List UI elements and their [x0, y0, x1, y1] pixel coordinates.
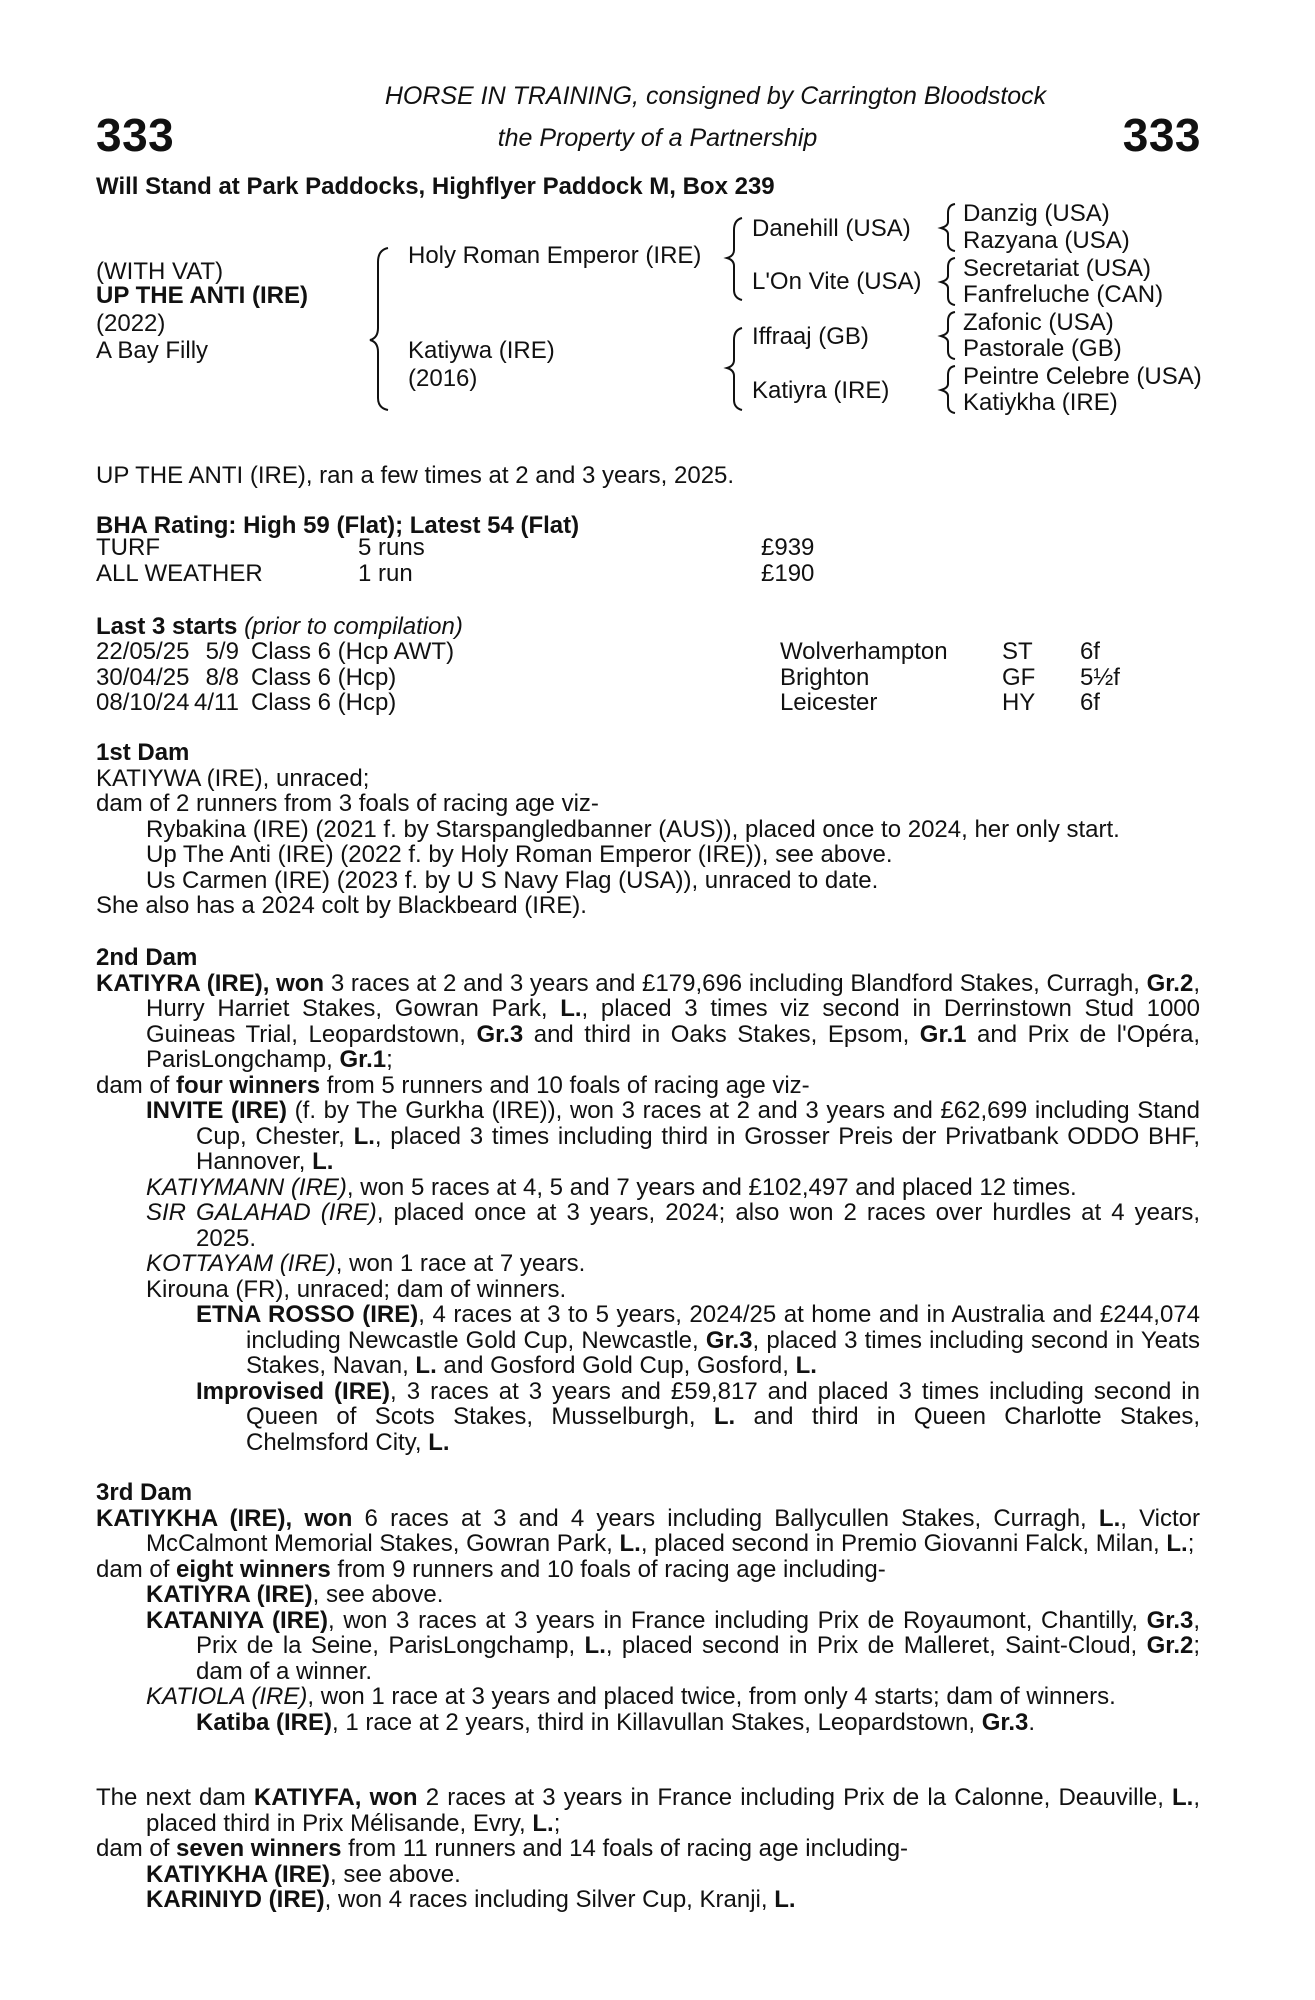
- produce-line: Us Carmen (IRE) (2023 f. by U S Navy Flag (USA)), unraced to date.: [146, 866, 879, 894]
- won-label: won: [276, 969, 325, 997]
- record-text: The next dam: [96, 1784, 246, 1811]
- horse-name: KATIYKHA (IRE): [96, 1504, 286, 1532]
- pedigree-dam: Katiywa (IRE): [408, 337, 555, 364]
- record-text: and Gosford Gold Cup, Gosford,: [443, 1352, 789, 1379]
- grade-label: L.: [1098, 1504, 1121, 1532]
- start-position: 4/11: [194, 689, 239, 716]
- rating-row: [96, 535, 814, 561]
- grade-label: L.: [584, 1632, 606, 1659]
- start-row: [96, 639, 1120, 665]
- bracket-sd: [941, 258, 955, 305]
- grade-label: Gr.3: [705, 1326, 753, 1354]
- horse-year: (2022): [96, 310, 166, 337]
- produce-line: [96, 1684, 1200, 1710]
- pedigree-dds: Peintre Celebre (USA): [963, 363, 1202, 390]
- produce-line: [96, 1200, 1200, 1251]
- horse-name: KARINIYD (IRE): [146, 1886, 325, 1913]
- last-starts-title: Last 3 starts: [96, 613, 238, 640]
- stand-location: Will Stand at Park Paddocks, Highflyer Paddock M, Box 239: [96, 173, 775, 200]
- first-dam-line: She also has a 2024 colt by Blackbeard (IRE).: [96, 892, 587, 919]
- bha-rating: BHA Rating: High 59 (Flat); Latest 54 (Flat): [96, 512, 580, 539]
- grade-label: L.: [619, 1530, 641, 1557]
- record-text: , won 3 races at 3 years in France including Prix de Royaumont, Chantilly,: [328, 1606, 1138, 1634]
- grade-label: Gr.2: [1146, 969, 1194, 997]
- start-going: GF: [1001, 663, 1036, 691]
- produce-line: [96, 1251, 1200, 1277]
- start-race: Class 6 (Hcp): [250, 663, 397, 691]
- record-text: ; dam of a winner.: [196, 1632, 1201, 1685]
- record-text: , Victor McCalmont Memorial Stakes, Gowran Park,: [146, 1504, 1201, 1557]
- start-row: [96, 690, 1120, 716]
- horse-name: Improvised (IRE): [196, 1377, 391, 1405]
- second-dam-heading: 2nd Dam: [96, 944, 198, 971]
- record-text: dam of: [96, 1555, 170, 1583]
- last-starts-table: [96, 639, 1120, 716]
- record-text: , placed second in Prix de Malleret, Saint-Cloud,: [605, 1632, 1138, 1659]
- grade-label: L.: [1166, 1530, 1188, 1557]
- record-text: 2 races at 3 years in France including Prix de la Calonne, Deauville,: [425, 1784, 1164, 1811]
- pedigree-sire: Holy Roman Emperor (IRE): [408, 242, 702, 269]
- record-text: from 9 runners and 10 foals of racing age including-: [337, 1555, 886, 1583]
- record-text: , won 4 races including Silver Cup, Kranji,: [324, 1886, 768, 1913]
- record-text: , won 1 race at 3 years and placed twice, from only 4 starts; dam of winners.: [307, 1683, 1116, 1710]
- winners-count: seven winners: [176, 1835, 342, 1862]
- grade-label: L.: [795, 1352, 817, 1379]
- record-text: from 5 runners and 10 foals of racing age viz-: [326, 1071, 810, 1099]
- record-text: ;: [1187, 1530, 1195, 1557]
- start-date: 08/10/24: [96, 689, 190, 716]
- start-going: HY: [1001, 689, 1036, 716]
- grade-label: Gr.2: [1146, 1632, 1194, 1659]
- pedigree-ssd: Razyana (USA): [963, 227, 1130, 254]
- winners-count: eight winners: [176, 1555, 331, 1583]
- record-text: dam of: [96, 1835, 170, 1862]
- start-distance: 5½f: [1079, 663, 1120, 691]
- produce-line: [96, 1098, 1200, 1175]
- produce-line: Kirouna (FR), unraced; dam of winners.: [146, 1275, 567, 1303]
- pedigree-dam-dam: Katiyra (IRE): [752, 377, 890, 404]
- produce-line: [96, 1887, 1200, 1913]
- vat-note: (WITH VAT): [96, 258, 224, 285]
- winners-count: four winners: [176, 1071, 321, 1099]
- horse-name: KATIYRA (IRE): [96, 969, 263, 997]
- produce-line: Rybakina (IRE) (2021 f. by Starspangledbanner (AUS)), placed once to 2024, her only start.: [146, 815, 1120, 843]
- rating-surface: TURF: [96, 534, 160, 561]
- bracket-ds: [941, 312, 955, 359]
- fourth-dam-produce-summary: [96, 1836, 1200, 1862]
- horse-name: UP THE ANTI (IRE): [96, 282, 309, 309]
- horse-name: KATIYFA: [253, 1784, 355, 1811]
- first-dam-line: dam of 2 runners from 3 foals of racing age viz-: [96, 790, 599, 817]
- record-text: 6 races at 3 and 4 years including Ballycullen Stakes, Curragh,: [364, 1504, 1087, 1532]
- record-text: , 3 races at 3 years and £59,817 and placed 3 times including second in Queen of Scots Stakes, Musselburgh,: [246, 1377, 1200, 1430]
- start-course: Brighton: [779, 663, 870, 691]
- horse-name: KATIYKHA (IRE): [146, 1860, 330, 1888]
- grade-label: Gr.1: [919, 1020, 967, 1048]
- record-text: , Prix de la Seine, ParisLongchamp,: [196, 1606, 1201, 1659]
- fourth-dam-record: The next dam KATIYFA, won 2 races at 3 years in France including Prix de la Calonne, Deauville, L., placed third in Prix Mélisande, Evry, L.;: [96, 1784, 1201, 1837]
- start-distance: 6f: [1079, 638, 1100, 665]
- record-text: , placed once at 3 years, 2024; also won 2 races over hurdles at 4 years, 2025.: [196, 1199, 1200, 1252]
- grade-label: L.: [560, 995, 582, 1022]
- record-text: and third in Queen Charlotte Stakes, Chelmsford City,: [246, 1403, 1200, 1456]
- pedigree-dam-sire: Iffraaj (GB): [752, 323, 869, 350]
- consignor-line: HORSE IN TRAINING, consigned by Carrington Bloodstock: [384, 82, 1047, 110]
- second-dam-produce-summary: [96, 1073, 1200, 1099]
- record-text: , placed 3 times including third in Grosser Preis der Privatbank ODDO BHF, Hannover,: [196, 1122, 1201, 1175]
- produce-line: Up The Anti (IRE) (2022 f. by Holy Roman Emperor (IRE)), see above.: [146, 841, 893, 868]
- start-position: 5/9: [205, 638, 239, 665]
- first-dam-section: [96, 740, 1200, 919]
- produce-line: [96, 1582, 1200, 1608]
- pedigree-dsd: Pastorale (GB): [963, 335, 1122, 362]
- record-text: , won 1 race at 7 years.: [335, 1250, 586, 1277]
- record-text: , won 5 races at 4, 5 and 7 years and £102,497 and placed 12 times.: [346, 1173, 1077, 1201]
- horse-name: KOTTAYAM (IRE): [146, 1250, 336, 1277]
- pedigree-sds: Secretariat (USA): [963, 255, 1152, 282]
- third-dam-heading: 3rd Dam: [96, 1479, 193, 1506]
- record-text: , placed second in Premio Giovanni Falck, Milan,: [640, 1530, 1160, 1557]
- grade-label: L.: [312, 1148, 334, 1175]
- bracket-sire: [727, 218, 742, 300]
- horse-name: SIR GALAHAD (IRE): [146, 1199, 377, 1226]
- record-text: , 4 races at 3 to 5 years, 2024/25 at home and in Australia and £244,074 including Newcastle Gold Cup, Newcastle,: [246, 1301, 1201, 1354]
- horse-name: KATIYMANN (IRE): [146, 1173, 347, 1201]
- grade-label: L.: [1172, 1784, 1194, 1811]
- grade-label: L.: [713, 1403, 736, 1430]
- rating-table: [96, 535, 814, 586]
- record-text: and third in Oaks Stakes, Epsom,: [533, 1020, 910, 1048]
- grade-label: L.: [532, 1809, 554, 1837]
- grade-label: Gr.3: [476, 1020, 524, 1048]
- start-course: Wolverhampton: [779, 638, 948, 665]
- second-dam-record: KATIYRA (IRE), won 3 races at 2 and 3 years and £179,696 including Blandford Stakes, Curragh, Gr.2, Hurry Harriet Stakes, Gowran Park, L., placed 3 times viz second in Derrinstown Stud 1000 Guineas Trial, Leopardstown, Gr.3 and third in Oaks Stakes, Epsom, Gr.1 and Prix de l'Opéra, ParisLongchamp, Gr.1;: [96, 969, 1201, 1073]
- horse-name: Katiba (IRE): [196, 1708, 333, 1736]
- first-dam-line: KATIYWA (IRE), unraced;: [96, 764, 370, 792]
- grade-label: L.: [428, 1428, 450, 1456]
- record-text: 3 races at 2 and 3 years and £179,696 including Blandford Stakes, Curragh,: [330, 969, 1140, 997]
- record-text: , placed 3 times including second in Yeats Stakes, Navan,: [246, 1326, 1200, 1379]
- first-dam-heading: 1st Dam: [96, 739, 190, 766]
- grade-label: L.: [415, 1352, 437, 1379]
- record-text: dam of: [96, 1071, 170, 1099]
- record-text: from 11 runners and 14 foals of racing age including-: [348, 1835, 909, 1862]
- grade-label: L.: [353, 1122, 375, 1150]
- rating-earnings: £939: [761, 534, 815, 561]
- start-date: 22/05/25: [96, 638, 190, 665]
- horse-name: KATANIYA (IRE): [146, 1606, 329, 1634]
- horse-name: KATIOLA (IRE): [146, 1683, 308, 1710]
- record-text: , Hurry Harriet Stakes, Gowran Park,: [146, 969, 1200, 1022]
- rating-earnings: £190: [761, 559, 815, 587]
- pedigree-dss: Zafonic (USA): [963, 309, 1114, 336]
- start-going: ST: [1001, 638, 1033, 665]
- start-date: 30/04/25: [96, 663, 190, 691]
- grand-produce-line: [96, 1302, 1200, 1379]
- record-text: .: [1028, 1708, 1036, 1736]
- lot-number-left: 333: [96, 109, 175, 161]
- bracket-main: [370, 248, 388, 410]
- grade-label: Gr.3: [1146, 1606, 1194, 1634]
- bracket-dd: [941, 366, 955, 413]
- pedigree-sire-sire: Danehill (USA): [752, 215, 911, 242]
- rating-surface: ALL WEATHER: [96, 559, 263, 587]
- property-line: the Property of a Partnership: [497, 124, 818, 152]
- record-text: , placed 3 times viz second in Derrinstown Stud 1000 Guineas Trial, Leopardstown,: [146, 995, 1200, 1048]
- start-race: Class 6 (Hcp): [250, 689, 397, 716]
- pedigree-sire-dam: L'On Vite (USA): [752, 268, 922, 295]
- pedigree-sdd: Fanfreluche (CAN): [963, 281, 1164, 308]
- horse-name: INVITE (IRE): [146, 1097, 287, 1124]
- record-text: , 1 race at 2 years, third in Killavullan Stakes, Leopardstown,: [332, 1708, 976, 1736]
- produce-line: [96, 1175, 1200, 1201]
- record-text: and Prix de l'Opéra, ParisLongchamp,: [146, 1020, 1201, 1073]
- second-dam-section: [96, 945, 1200, 1455]
- grade-label: Gr.3: [981, 1708, 1029, 1736]
- produce-line: [96, 1608, 1200, 1685]
- bracket-dam: [727, 328, 742, 410]
- record-text: , see above.: [329, 1860, 461, 1888]
- bracket-ss: [941, 204, 955, 251]
- grade-label: Gr.1: [339, 1046, 387, 1073]
- horse-name: KATIYRA (IRE): [146, 1581, 313, 1608]
- grade-label: L.: [774, 1886, 796, 1913]
- pedigree-dam-year: (2016): [408, 365, 478, 392]
- record-text: , see above.: [312, 1581, 444, 1608]
- start-distance: 6f: [1079, 689, 1100, 716]
- horse-description: A Bay Filly: [96, 337, 209, 364]
- race-summary: UP THE ANTI (IRE), ran a few times at 2 and 3 years, 2025.: [96, 462, 735, 489]
- rating-row: [96, 561, 814, 587]
- third-dam-section: [96, 1480, 1200, 1735]
- rating-runs: 1 run: [358, 559, 413, 587]
- record-text: , placed third in Prix Mélisande, Evry,: [146, 1784, 1201, 1837]
- horse-name: ETNA ROSSO (IRE): [196, 1301, 419, 1328]
- grand-produce-line: [96, 1710, 1200, 1736]
- record-text: ;: [553, 1809, 561, 1837]
- fourth-dam-section: [96, 1785, 1200, 1913]
- pedigree-ddd: Katiykha (IRE): [963, 389, 1118, 416]
- start-row: [96, 665, 1120, 691]
- pedigree-sss: Danzig (USA): [963, 200, 1110, 227]
- start-position: 8/8: [205, 663, 239, 691]
- third-dam-produce-summary: [96, 1557, 1200, 1583]
- grand-produce-line: [96, 1379, 1200, 1456]
- last-starts-subtitle: (prior to compilation): [244, 613, 463, 640]
- record-text: ;: [386, 1046, 393, 1073]
- start-race: Class 6 (Hcp AWT): [250, 638, 455, 665]
- won-label: won: [304, 1504, 353, 1532]
- third-dam-record: KATIYKHA (IRE), won 6 races at 3 and 4 years including Ballycullen Stakes, Curragh, L., Victor McCalmont Memorial Stakes, Gowran Park, L., placed second in Premio Giovanni Falck, Milan, L.;: [96, 1504, 1201, 1557]
- produce-line: [96, 1862, 1200, 1888]
- start-course: Leicester: [779, 689, 878, 716]
- last-starts-heading: [96, 614, 463, 640]
- record-text: (f. by The Gurkha (IRE)), won 3 races at 2 and 3 years and £62,699 including Stand Cup, Chester,: [196, 1097, 1200, 1150]
- rating-runs: 5 runs: [358, 534, 425, 561]
- lot-number-right: 333: [1122, 109, 1201, 161]
- won-label: won: [369, 1784, 418, 1811]
